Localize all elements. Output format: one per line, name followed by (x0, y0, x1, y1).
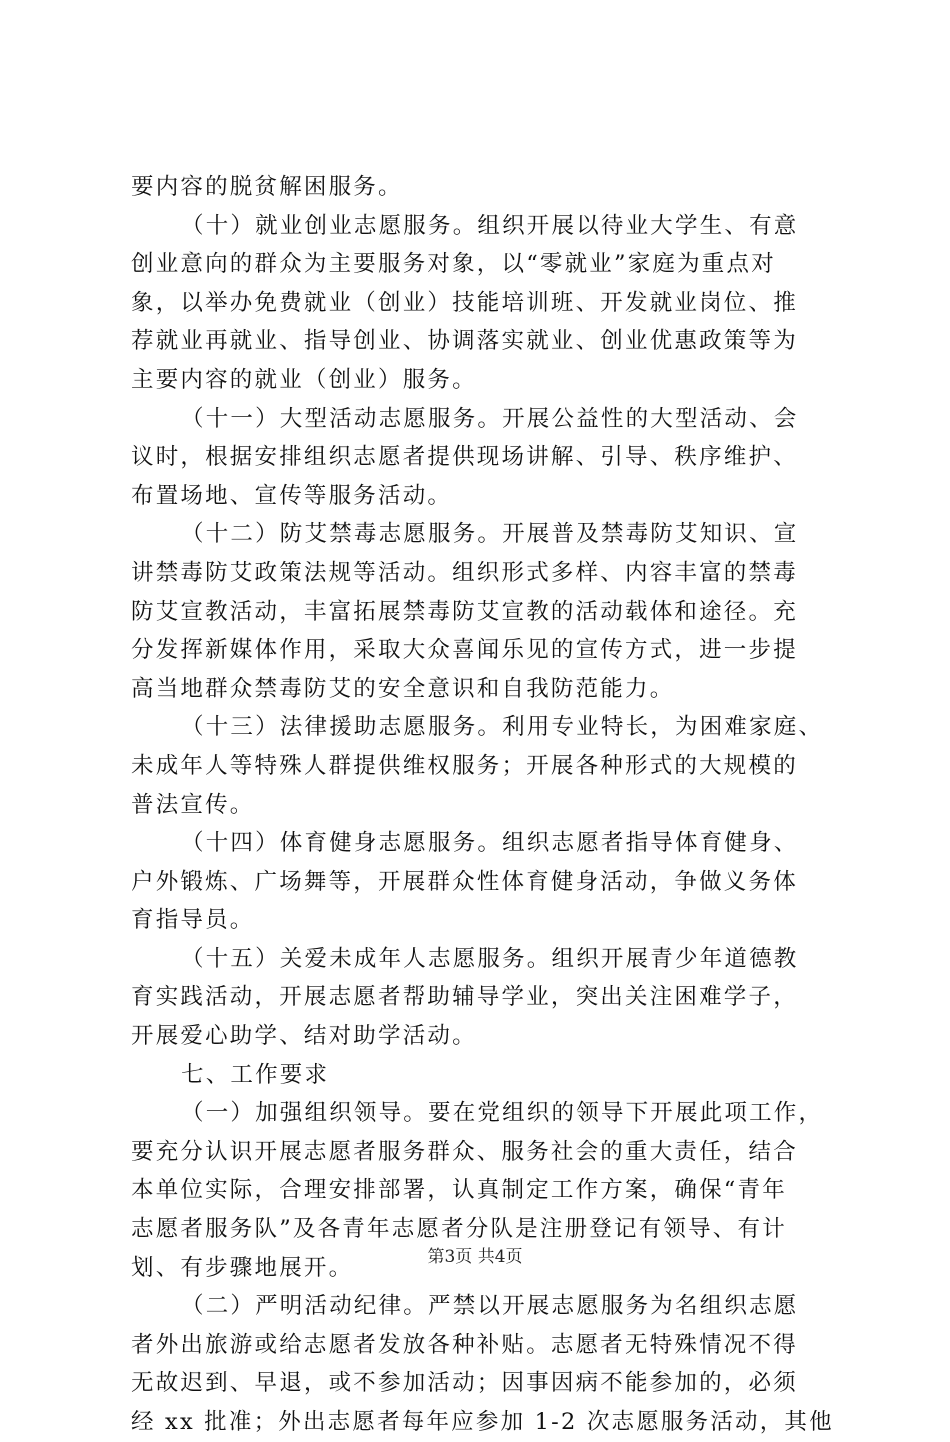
paragraph-start-line: （十四）体育健身志愿服务。组织志愿者指导体育健身、 (181, 830, 799, 857)
text-line: 本单位实际，合理安排部署，认真制定工作方案，确保“青年 (131, 1177, 787, 1204)
text-line: 讲禁毒防艾政策法规等活动。组织形式多样、内容丰富的禁毒 (131, 559, 798, 586)
text-line: 要内容的脱贫解困服务。 (131, 174, 403, 200)
text-line: 划、有步骤地展开。 (131, 1254, 354, 1281)
text-line: 者外出旅游或给志愿者发放各种补贴。志愿者无特殊情况不得 (131, 1331, 798, 1358)
text-line: 分发挥新媒体作用，采取大众喜闻乐见的宣传方式，进一步提 (131, 637, 798, 664)
text-line: 育实践活动，开展志愿者帮助辅导学业，突出关注困难学子， (131, 984, 798, 1011)
text-line: 创业意向的群众为主要服务对象，以“零就业”家庭为重点对 (131, 251, 776, 278)
page-number-footer: 第3页 共4页 (427, 1247, 523, 1267)
section-heading: 七、工作要求 (181, 1061, 330, 1088)
paragraph-start-line: （十二）防艾禁毒志愿服务。开展普及禁毒防艾知识、宣 (181, 521, 799, 548)
text-line: 未成年人等特殊人群提供维权服务；开展各种形式的大规模的 (131, 752, 798, 779)
text-line: 户外锻炼、广场舞等，开展群众性体育健身活动，争做义务体 (131, 868, 798, 895)
text-line: 普法宣传。 (131, 791, 255, 818)
text-line: 志愿者服务队”及各青年志愿者分队是注册登记有领导、有计 (131, 1216, 787, 1243)
text-line: 防艾宣教活动，丰富拓展禁毒防艾宣教的活动载体和途径。充 (131, 598, 798, 625)
paragraph-start-line: （二）严明活动纪律。严禁以开展志愿服务为名组织志愿 (181, 1293, 799, 1320)
text-line: 高当地群众禁毒防艾的安全意识和自我防范能力。 (131, 675, 675, 702)
paragraph-start-line: （十三）法律援助志愿服务。利用专业特长，为困难家庭、 (181, 714, 824, 741)
text-line: 要充分认识开展志愿者服务群众、服务社会的重大责任，结合 (131, 1138, 798, 1165)
text-line: 无故迟到、早退，或不参加活动；因事因病不能参加的，必须 (131, 1370, 798, 1397)
text-line: 主要内容的就业（创业）服务。 (131, 366, 477, 393)
text-line: 育指导员。 (131, 907, 255, 934)
paragraph-start-line: （十一）大型活动志愿服务。开展公益性的大型活动、会 (181, 405, 799, 432)
text-line: 荐就业再就业、指导创业、协调落实就业、创业优惠政策等为 (131, 328, 798, 355)
text-line: 布置场地、宣传等服务活动。 (131, 482, 453, 509)
text-line: 开展爱心助学、结对助学活动。 (131, 1023, 477, 1050)
text-line: 议时，根据安排组织志愿者提供现场讲解、引导、秩序维护、 (131, 444, 798, 471)
paragraph-start-line: （十五）关爱未成年人志愿服务。组织开展青少年道德教 (181, 945, 799, 972)
paragraph-start-line: （一）加强组织领导。要在党组织的领导下开展此项工作， (181, 1100, 824, 1127)
text-line: 经 xx 批准；外出志愿者每年应参加 1-2 次志愿服务活动，其他 (131, 1409, 834, 1435)
paragraph-start-line: （十）就业创业志愿服务。组织开展以待业大学生、有意 (181, 212, 799, 239)
text-line: 象，以举办免费就业（创业）技能培训班、开发就业岗位、推 (131, 289, 798, 316)
